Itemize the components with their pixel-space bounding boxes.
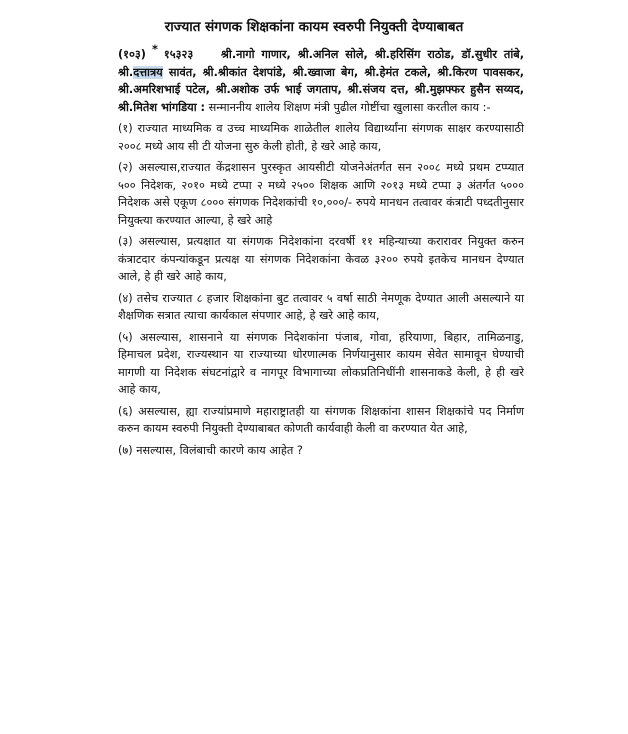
minister-address: सन्माननीय शालेय शिक्षण मंत्री पुढील गोष्टींचा खुलासा करतील काय :- — [205, 100, 491, 114]
document-title: राज्यात संगणक शिक्षकांना कायम स्वरुपी नियुक्ती देण्याबाबत — [164, 19, 464, 35]
question-paragraph-2: (२) असल्यास,राज्यात केंद्रशासन पुरस्कृत आयसीटी योजनेअंतर्गत सन २००८ मध्ये प्रथम टप्प्यात ५०० निदेशक, २०१० मध्ये टप्पा २ मध्ये २५०० शिक्षक आणि २०१३ मध्ये टप्पा ३ अंतर्गत ५००० निदेशक असे एकूण ८००० संगणक निदेशकांची १०,०००/- रुपये मानधन तत्वावर कंत्राटी पध्दतीनुसार नियुक्त्या करण्यात आल्या, हे खरे आहे — [118, 161, 524, 227]
question-paragraph-4: (४) तसेच राज्यात ८ हजार शिक्षकांना बुट तत्वावर ५ वर्षा साठी नेमणूक देण्यात आली असल्याने या शैक्षणिक सत्रात त्याचा कार्यकाल संपणार आहे, हे खरे आहे काय, — [118, 291, 524, 322]
document-body — [118, 43, 525, 463]
question-paragraph-5: (५) असल्यास, शासनाने या संगणक निदेशकांना पंजाब, गोवा, हरियाणा, बिहार, तामिळनाडु, हिमाचल प्रदेश, राज्यस्थान या राज्याच्या धोरणात्मक निर्णयानुसार कायम सेवेत सामावून घेण्याची मागणी या निदेशक संघटनांद्वारे व नागपूर विभागाच्या लोकप्रतिनिधींनी शासनाकडे केली, हे ही खरे आहे काय, — [118, 330, 524, 396]
question-paragraph-6: (६) असल्यास, ह्या राज्यांप्रमाणे महाराष्ट्रातही या संगणक शिक्षकांना शासन शिक्षकांचे पद निर्माण करुन कायम स्वरुपी नियुक्ती देण्याबाबत कोणती कार्यवाही केली वा करण्यात येत आहे, — [118, 404, 524, 435]
question-header — [118, 43, 525, 116]
question-number: (१०३) — [118, 48, 146, 61]
question-paragraph-1: (१) राज्यात माध्यमिक व उच्च माध्यमिक शाळेतील शालेय विद्यार्थ्यांना संगणक साक्षर करण्यासाठी २००८ मध्ये आय सी टी योजना सुरु केली होती, हे खरे आहे काय, — [118, 122, 524, 153]
members-list-start: श्री.नागो गाणार, श्री.अनिल सोले, श्री.हरिसिंग राठोड, डॉ.सुधीर तांबे, श्री. — [118, 48, 525, 79]
question-paragraph-7: (७) नसल्यास, विलंबाची कारणे काय आहेत ? — [118, 443, 303, 457]
question-id: १५३२३ — [163, 48, 194, 61]
members-list-end: सावंत, श्री.श्रीकांत देशपांडे, श्री.ख्वाजा बेग, श्री.हेमंत टकले, श्री.किरण पावसकर, श्री.अमरिशभाई पटेल, श्री.अशोक उर्फ भाई जगताप, श्री.संजय दत्त, श्री.मुझफ्फर हुसैन सय्यद, श्री.मितेश भांगडिया : — [118, 65, 524, 114]
starred-marker: * — [151, 43, 158, 56]
question-paragraph-3: (३) असल्यास, प्रत्यक्षात या संगणक निदेशकांना दरवर्षी ११ महिन्याच्या करारावर नियुक्त करुन कंत्राटदार कंपन्यांकडून प्रत्यक्ष या संगणक निदेशकांना केवळ ३२०० रुपये इतकेच मानधन देण्यात आले, हे ही खरे आहे काय, — [118, 235, 524, 283]
selected-text-highlight[interactable]: दत्तात्रय — [133, 65, 163, 79]
